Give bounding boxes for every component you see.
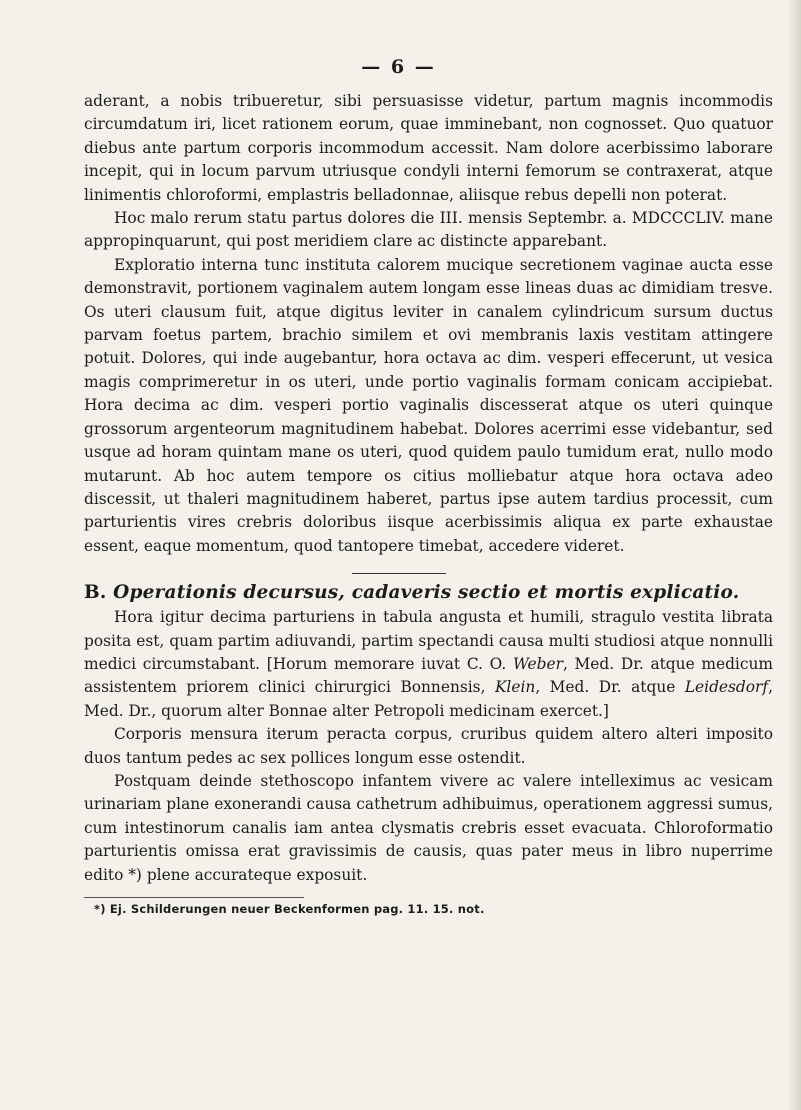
body-text-top xyxy=(84,90,773,558)
section-divider xyxy=(352,573,446,574)
section-heading xyxy=(84,582,773,603)
paragraph: Corporis mensura iterum peracta corpus, cruribus quidem altero alteri imposito duos tantum pedes ac sex pollices longum esse ostendit. xyxy=(84,725,773,767)
text-run: Hora igitur decima parturiens in tabula angusta et humili, stragulo vestita librata posita est, quam partim adiuvandi, partim spectandi causa multi studiosi atque nonnulli medici circumstabant. [Horum memorare iuvat C. O. xyxy=(84,608,773,673)
paragraph xyxy=(84,606,773,723)
person-name: Weber xyxy=(512,654,563,673)
paragraph: Hoc malo rerum statu partus dolores die III. mensis Septembr. a. MDCCCLIV. mane appropinquarunt, qui post meridiem clare ac distincte apparebant. xyxy=(84,209,773,251)
paragraph: Exploratio interna tunc instituta calorem mucique secretionem vaginae aucta esse demonstravit, portionem vaginalem autem longam esse lineas duas ac dimidiam tresve. Os uteri clausum fuit, atque digitus leviter in canalem cylindricum sursum ductus parvam foetus partem, brachio similem et ovi membranis laxis vestitam attingere potuit. Dolores, qui inde augebantur, hora octava ac dim. vesperi effecerunt, ut vesica magis comprimeretur in os uteri, unde portio vaginalis formam conicam accipiebat. Hora decima ac dim. vesperi portio vaginalis discesserat atque os uteri quinque grossorum argenteorum magnitudinem habebat. Dolores acerrimi esse videbantur, sed usque ad horam quintam mane os uteri, quod quidem paulo tumidum erat, nullo modo mutarunt. Ab hoc autem tempore os citius molliebatur atque hora octava adeo discessit, ut thaleri magnitudinem haberet, partus ipse autem tardius processit, cum parturientis vires crebris doloribus iisque acerbissimis aliqua ex parte exhaustae essent, eaque momentum, quod tantopere timebat, accedere videret. xyxy=(84,255,773,555)
page-number: — 6 — xyxy=(361,56,436,78)
person-name: Leidesdorf xyxy=(684,678,769,697)
paragraph: Postquam deinde stethoscopo infantem vivere ac valere intelleximus ac vesicam urinariam plane exonerandi causa cathetrum adhibuimus, operationem aggressi sumus, cum intestinorum canalis iam antea clysmatis crebris esset evacuata. Chloroformatio parturientis omissa erat gravissimis de causis, quas pater meus in libro nuperrime edito *) plene accurateque exposuit. xyxy=(84,771,773,884)
body-text-section xyxy=(84,606,773,887)
footnote-divider xyxy=(84,897,304,898)
text-run: , Med. Dr. atque xyxy=(535,678,685,697)
footnote: *) Ej. Schilderungen neuer Beckenformen pag. 11. 15. not. xyxy=(94,902,485,916)
section-title-part2: cadaveris sectio et mortis explicatio. xyxy=(351,582,740,604)
section-title-part1: Operationis decursus, xyxy=(113,582,346,604)
person-name: Klein xyxy=(494,678,536,697)
paragraph: aderant, a nobis tribueretur, sibi persuasisse videtur, partum magnis incommodis circumdatum iri, licet rationem eorum, quae imminebant, non cognosset. Quo quatuor diebus ante partum corporis incommodum accessit. Nam dolore acerbissimo laborare incepit, qui in locum parvum utriusque condyli interni femorum se contraxerat, atque linimentis chloroformi, emplastris belladonnae, aliisque rebus depelli non poterat. xyxy=(84,92,773,204)
text-run: , Med. Dr., quorum alter Bonnae alter Petropoli medicinam exercet.] xyxy=(84,678,773,720)
section-number: B. xyxy=(84,582,107,604)
text-run: , Med. Dr. atque medicum assistentem priorem clinici chirurgici Bonnensis, xyxy=(84,654,773,697)
page-edge-shadow xyxy=(787,0,801,1110)
